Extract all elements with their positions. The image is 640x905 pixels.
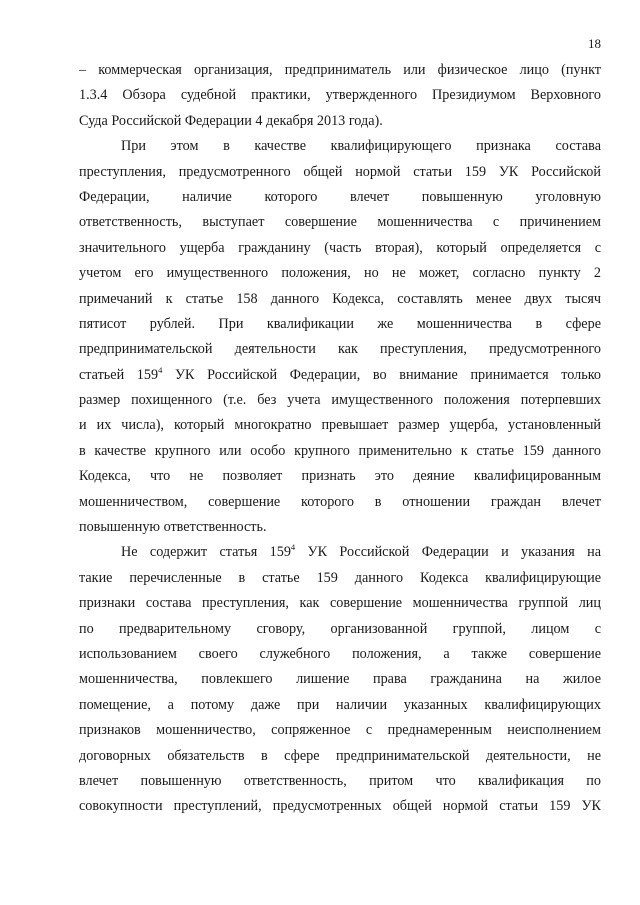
text-line: по предварительному сговору, организованной группой, лицом с <box>79 620 601 637</box>
text-line: мошенничества, повлекшего лишение права гражданина на жилое <box>79 671 601 688</box>
text-line: помещение, а потому даже при наличии указанных квалифицирующих <box>79 696 601 713</box>
text-line: предпринимательской деятельности как преступления, предусмотренного <box>79 341 601 358</box>
article-superscript: 4 <box>158 364 163 375</box>
text-line: пятисот рублей. При квалификации же мошенничества в сфере <box>79 315 601 332</box>
text-line-part: статьей 159 <box>79 366 159 383</box>
text-line: Суда Российской Федерации 4 декабря 2013 года). <box>79 112 383 129</box>
text-line: учетом его имущественного положения, но не может, согласно пункту 2 <box>79 265 601 282</box>
text-line: При этом в качестве квалифицирующего признака состава <box>121 138 601 155</box>
text-line: размер похищенного (т.е. без учета имущественного положения потерпевших <box>79 392 601 409</box>
text-line: Кодекса, что не позволяет признать это деяние квалифицированным <box>79 468 601 485</box>
text-line: – коммерческая организация, предприниматель или физическое лицо (пункт <box>79 62 601 78</box>
text-line <box>79 363 601 388</box>
text-line: в качестве крупного или особо крупного применительно к статье 159 данного <box>79 442 601 459</box>
text-line: ответственность, выступает совершение мошенничества с причинением <box>79 214 601 231</box>
page-number: 18 <box>588 36 601 51</box>
text-line: влечет повышенную ответственность, притом что квалификация по <box>79 772 601 789</box>
text-line: 1.3.4 Обзора судебной практики, утвержденного Президиумом Верховного <box>79 87 601 104</box>
text-line: и их числа), который многократно превышает размер ущерба, установленный <box>79 417 601 434</box>
text-line: совокупности преступлений, предусмотренных общей нормой статьи 159 УК <box>79 798 601 815</box>
body-text <box>79 58 601 820</box>
text-line: преступления, предусмотренного общей нормой статьи 159 УК Российской <box>79 163 601 180</box>
text-line: примечаний к статье 158 данного Кодекса, составлять менее двух тысяч <box>79 290 601 307</box>
text-line-part: УК Российской Федерации, во внимание принимается только <box>162 366 601 383</box>
text-line: повышенную ответственность. <box>79 519 267 536</box>
text-line: мошенничеством, совершение которого в отношении граждан влечет <box>79 493 601 510</box>
text-line: признаков мошенничество, сопряженное с преднамеренным неисполнением <box>79 722 601 739</box>
article-superscript: 4 <box>290 542 296 553</box>
text-line: значительного ущерба гражданину (часть вторая), который определяется с <box>79 239 601 256</box>
text-line-part: Не содержит статья 159 <box>121 544 291 561</box>
text-line: такие перечисленные в статье 159 данного Кодекса квалифицирующие <box>79 569 601 586</box>
text-line: Федерации, наличие которого влечет повышенную уголовную <box>79 188 601 205</box>
text-line: договорных обязательств в сфере предпринимательской деятельности, не <box>79 747 601 764</box>
text-line-part: УК Российской Федерации и указания на <box>295 544 601 561</box>
text-line <box>79 540 601 565</box>
text-line: использованием своего служебного положения, а также совершение <box>79 645 601 662</box>
text-line: признаки состава преступления, как совершение мошенничества группой лиц <box>79 595 601 612</box>
